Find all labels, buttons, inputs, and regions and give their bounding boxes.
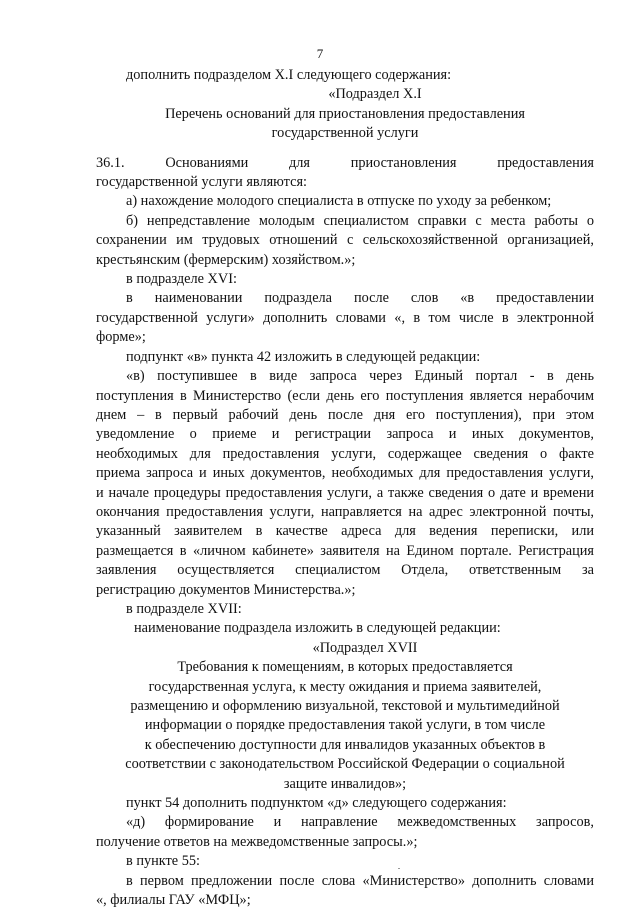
subsection-title: к обеспечению доступности для инвалидов указанных объектов в <box>144 736 546 753</box>
text-line: необходимых для предоставления услуги, содержащее сведения о факте <box>96 445 594 462</box>
text-line: дополнить подразделом X.I следующего содержания: <box>126 67 452 83</box>
subsection-title: размещению и оформлению визуальной, текстовой и мультимедийной <box>130 698 560 714</box>
subsection-title: соответствии с законодательством Российской Федерации о социальной <box>125 756 565 773</box>
text-line: указанный заявителем в качестве адреса для ведения переписки, или <box>96 523 594 540</box>
scan-speck <box>398 868 400 869</box>
subsection-title: государственной услуги <box>271 125 419 142</box>
text-line: регистрацию документов Министерства.»; <box>96 581 356 598</box>
subsection-title: государственная услуга, к месту ожидания и приема заявителей, <box>148 678 542 695</box>
text-line: сохранении им трудовых отношений с сельскохозяйственной организацией, <box>96 232 594 249</box>
subsection-title: Перечень оснований для приостановления предоставления <box>165 105 525 122</box>
subsection-heading: «Подраздел XVII <box>312 639 418 656</box>
text-line: в пункте 55: <box>126 853 200 870</box>
text-line: в подразделе XVI: <box>126 271 237 288</box>
text-line: форме»; <box>96 329 146 346</box>
text-line: в наименовании подраздела после слов «в предоставлении <box>126 290 594 307</box>
text-line: б) непредставление молодым специалистом справки с места работы о <box>126 212 594 229</box>
text-line: наименование подраздела изложить в следующей редакции: <box>134 620 501 637</box>
subsection-heading: «Подраздел X.I <box>328 86 422 103</box>
text-line: поступления в Министерство (если день его поступления является нерабочим <box>96 387 594 404</box>
text-line: окончания предоставления услуги, направляется на адрес электронной почты, <box>96 503 594 520</box>
text-line: крестьянским (фермерским) хозяйством.»; <box>96 251 356 268</box>
page-number: 7 <box>316 46 324 61</box>
text-line: получение ответов на межведомственные запросы.»; <box>96 833 418 850</box>
text-line: подпункт «в» пункта 42 изложить в следующей редакции: <box>126 348 481 365</box>
subsection-title: информации о порядке предоставления такой услуги, в том числе <box>144 717 546 734</box>
text-line: в подразделе XVII: <box>126 600 242 617</box>
document-body <box>96 66 594 910</box>
text-line: «д) формирование и направление межведомственных запросов, <box>126 814 594 831</box>
text-line: а) нахождение молодого специалиста в отпуске по уходу за ребенком; <box>126 193 552 210</box>
text-line: заявления осуществляется специалистом Отдела, ответственным за <box>96 562 594 579</box>
text-line: государственной услуги являются: <box>96 174 307 191</box>
text-line: уведомление о приеме и регистрации запроса и иных документов, <box>96 426 594 443</box>
text-line: и начале процедуры предоставления услуги, а также сведения о дате и времени <box>96 484 594 501</box>
text-line: 36.1. Основаниями для приостановления предоставления <box>96 154 594 171</box>
text-line: государственной услуги» дополнить словами «, в том числе в электронной <box>96 309 594 326</box>
text-line: «, филиалы ГАУ «МФЦ»; <box>96 892 251 909</box>
text-line: в первом предложении после слова «Министерство» дополнить словами <box>126 872 594 889</box>
text-line: пункт 54 дополнить подпунктом «д» следующего содержания: <box>126 795 507 812</box>
text-line: размещается в «личном кабинете» заявителя на Едином портале. Регистрация <box>96 542 594 559</box>
text-line: «в) поступившее в виде запроса через Единый портал - в день <box>126 368 594 385</box>
subsection-title: защите инвалидов»; <box>283 775 407 792</box>
text-line: днем – в первый рабочий день после дня его поступления), при этом <box>96 406 594 423</box>
subsection-title: Требования к помещениям, в которых предоставляется <box>177 659 513 676</box>
text-line: приема запроса и иных документов, необходимых для предоставления услуги, <box>96 465 594 482</box>
